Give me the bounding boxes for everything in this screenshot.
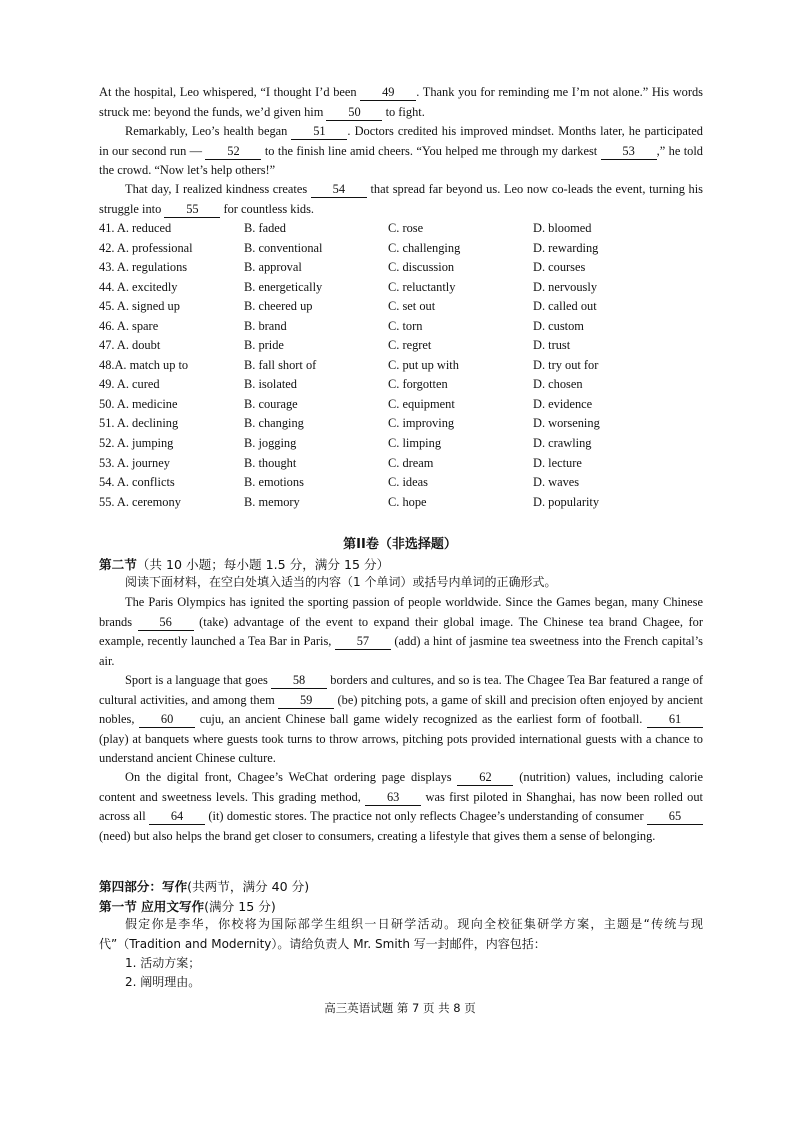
passage-text: that spread far beyond us. Leo now co-leads the event, turning his struggle into <box>99 182 703 216</box>
option-row <box>99 356 709 376</box>
passage-text: . Thank you for reminding me I’m not alone.” His words struck me: beyond the funds, we’d given him <box>99 85 703 119</box>
option-d[interactable]: D. try out for <box>533 357 599 372</box>
option-a[interactable]: 46. A. spare <box>99 318 159 333</box>
option-b[interactable]: B. isolated <box>244 377 297 392</box>
option-a[interactable]: 48.A. match up to <box>99 357 189 372</box>
passage-text: to the finish line amid cheers. “You helped me through my darkest <box>261 143 601 158</box>
answer-blank[interactable]: 53 <box>601 144 657 160</box>
passage-text: to fight. <box>382 104 425 119</box>
option-d[interactable]: D. trust <box>533 338 571 353</box>
option-c[interactable]: C. hope <box>388 494 427 509</box>
writing1-title <box>99 896 276 915</box>
passage-text: ,” he told the crowd. “Now let’s help others!” <box>99 143 703 178</box>
option-row <box>99 297 709 317</box>
passage-text: (play) at banquets where guests took turns to throw arrows, pitching pots provided international guests with a chance to understand ancient Chinese culture. <box>99 731 703 766</box>
passage-paragraph <box>99 122 703 181</box>
answer-blank[interactable]: 49 <box>360 85 416 101</box>
option-a[interactable]: 41. A. reduced <box>99 221 172 235</box>
passage-text: (take) advantage of the event to expand their global image. The Chinese tea brand Chagee, for example, recently launched a Tea Bar in Paris, <box>99 614 703 649</box>
passage-paragraph <box>99 593 703 671</box>
passage-text: The Paris Olympics has ignited the sporting passion of people worldwide. Since the Games began, many Chinese brands <box>99 595 703 629</box>
option-row <box>99 414 709 434</box>
option-c[interactable]: C. put up with <box>388 357 459 372</box>
option-row <box>99 278 709 298</box>
option-b[interactable]: B. cheered up <box>244 299 313 314</box>
passage-text: cuju, an ancient Chinese ball game widely recognized as the earliest form of football. <box>195 712 648 727</box>
answer-blank[interactable]: 52 <box>205 144 261 160</box>
option-c[interactable]: C. improving <box>388 416 455 431</box>
answer-blank[interactable]: 58 <box>271 673 327 689</box>
option-a[interactable]: 54. A. conflicts <box>99 475 175 490</box>
option-a[interactable]: 52. A. jumping <box>99 436 174 451</box>
option-a[interactable]: 44. A. excitedly <box>99 279 178 294</box>
option-c[interactable]: C. rose <box>388 221 424 235</box>
passage-text: (nutrition) values, including calorie content and sweetness levels. This grading method, <box>99 770 703 804</box>
answer-blank[interactable]: 55 <box>164 202 220 218</box>
passage-text: (need) but also helps the brand get closer to consumers, creating a lifestyle that gives them a sense of belonging. <box>99 828 656 843</box>
option-a[interactable]: 49. A. cured <box>99 377 160 392</box>
answer-blank[interactable]: 54 <box>311 182 367 198</box>
section2-instruction: 阅读下面材料，在空白处填入适当的内容（1 个单词）或括号内单词的正确形式。 <box>125 575 557 589</box>
option-a[interactable]: 55. A. ceremony <box>99 494 181 509</box>
option-d[interactable]: D. chosen <box>533 377 583 392</box>
option-c[interactable]: C. set out <box>388 299 436 314</box>
passage-text: On the digital front, Chagee’s WeChat ordering page displays <box>125 770 458 784</box>
option-c[interactable]: C. equipment <box>388 396 455 411</box>
answer-blank[interactable]: 63 <box>365 790 421 806</box>
passage-text: Remarkably, Leo’s health began <box>125 124 292 138</box>
writing1-label: 第一节 应用文写作 <box>99 899 205 914</box>
option-row <box>99 258 709 278</box>
option-c[interactable]: C. forgotten <box>388 377 448 392</box>
passage-text: Sport is a language that goes <box>125 673 272 687</box>
passage-text: At the hospital, Leo whispered, “I thought I’d been <box>99 85 361 99</box>
answer-blank[interactable]: 56 <box>138 615 194 631</box>
answer-blank[interactable]: 59 <box>278 693 334 709</box>
option-c[interactable]: C. dream <box>388 455 434 470</box>
passage-paragraph <box>99 83 703 122</box>
option-b[interactable]: B. jogging <box>244 436 297 451</box>
writing1-prompt: 假定你是李华，你校将为国际部学生组织一日研学活动。现向全校征集研学方案，主题是“传统与现代”（Tradition and Modernity）。请给负责人 Mr. Smith 写一封邮件，内容包括： <box>99 917 703 951</box>
passage-paragraph <box>99 768 703 846</box>
option-a[interactable]: 53. A. journey <box>99 455 170 470</box>
option-d[interactable]: D. rewarding <box>533 240 599 255</box>
option-c[interactable]: C. limping <box>388 436 442 451</box>
option-d[interactable]: D. custom <box>533 318 584 333</box>
option-row <box>99 395 709 415</box>
option-b[interactable]: B. faded <box>244 221 286 235</box>
option-b[interactable]: B. brand <box>244 318 287 333</box>
section2-scoring: （共 10 小题；每小题 1.5 分，满分 15 分） <box>136 557 390 572</box>
passage-paragraph <box>99 180 703 219</box>
option-row <box>99 317 709 337</box>
option-row <box>99 239 709 259</box>
section2-title <box>99 554 389 573</box>
part4-title <box>99 876 309 895</box>
option-a[interactable]: 45. A. signed up <box>99 299 180 314</box>
passage-paragraph <box>99 671 703 769</box>
option-c[interactable]: C. torn <box>388 318 423 333</box>
section2-label: 第二节 <box>99 557 137 572</box>
part2-title: 第II卷（非选择题） <box>343 537 457 552</box>
option-d[interactable]: D. courses <box>533 260 586 275</box>
option-b[interactable]: B. pride <box>244 338 284 353</box>
option-row <box>99 454 709 474</box>
option-c[interactable]: C. reluctantly <box>388 279 456 294</box>
passage-text: (it) domestic stores. The practice not only reflects Chagee’s understanding of consumer <box>205 809 647 824</box>
answer-blank[interactable]: 62 <box>457 770 513 786</box>
option-d[interactable]: D. popularity <box>533 494 600 509</box>
option-row <box>99 219 709 239</box>
passage-text: was first piloted in Shanghai, has now been rolled out across all <box>99 789 703 824</box>
passage-text: (be) pitching pots, a game of skill and precision often enjoyed by ancient nobles, <box>99 692 704 727</box>
option-b[interactable]: B. emotions <box>244 475 304 490</box>
option-d[interactable]: D. crawling <box>533 436 592 451</box>
page-footer: 高三英语试题 第 7 页 共 8 页 <box>324 1001 476 1015</box>
part4-label: 第四部分：写作 <box>99 879 188 894</box>
option-row <box>99 434 709 454</box>
option-c[interactable]: C. regret <box>388 338 432 353</box>
passage-text: borders and cultures, and so is tea. The Chagee Tea Bar featured a range of cultural activities, and among them <box>99 673 704 707</box>
answer-blank[interactable]: 51 <box>291 124 347 140</box>
writing1-point: 1. 活动方案； <box>125 956 201 970</box>
passage-text: for countless kids. <box>220 201 314 216</box>
passage-text: (add) a hint of jasmine tea sweetness into the French capital’s air. <box>99 634 704 668</box>
option-a[interactable]: 50. A. medicine <box>99 396 178 411</box>
passage-text: . Doctors credited his improved mindset. Months later, he participated in our second run — <box>99 124 703 158</box>
answer-blank[interactable]: 50 <box>326 105 382 121</box>
option-d[interactable]: D. worsening <box>533 416 600 431</box>
option-d[interactable]: D. evidence <box>533 396 593 411</box>
passage-text: That day, I realized kindness creates <box>125 182 311 196</box>
answer-blank[interactable]: 60 <box>139 712 195 728</box>
option-c[interactable]: C. ideas <box>388 475 428 490</box>
answer-blank[interactable]: 64 <box>149 809 205 825</box>
option-row <box>99 473 709 493</box>
option-a[interactable]: 42. A. professional <box>99 240 193 255</box>
option-a[interactable]: 47. A. doubt <box>99 338 161 353</box>
option-b[interactable]: B. conventional <box>244 240 323 255</box>
option-d[interactable]: D. called out <box>533 299 597 314</box>
writing1-point: 2. 阐明理由。 <box>125 975 201 989</box>
option-b[interactable]: B. approval <box>244 260 302 275</box>
option-b[interactable]: B. fall short of <box>244 357 317 372</box>
option-row <box>99 336 709 356</box>
answer-blank[interactable]: 61 <box>647 712 703 728</box>
answer-blank[interactable]: 57 <box>335 634 391 650</box>
writing1-scoring: (满分 15 分) <box>204 899 276 914</box>
option-row <box>99 375 709 395</box>
option-b[interactable]: B. thought <box>244 455 297 470</box>
option-row <box>99 493 709 513</box>
answer-blank[interactable]: 65 <box>647 809 703 825</box>
option-a[interactable]: 43. A. regulations <box>99 260 188 275</box>
option-d[interactable]: D. bloomed <box>533 221 592 235</box>
option-d[interactable]: D. waves <box>533 475 580 490</box>
option-b[interactable]: B. courage <box>244 396 298 411</box>
options-table <box>99 219 709 512</box>
option-c[interactable]: C. discussion <box>388 260 455 275</box>
option-d[interactable]: D. nervously <box>533 279 598 294</box>
part4-scoring: (共两节，满分 40 分) <box>187 879 310 894</box>
option-c[interactable]: C. challenging <box>388 240 461 255</box>
option-a[interactable]: 51. A. declining <box>99 416 179 431</box>
option-b[interactable]: B. changing <box>244 416 304 431</box>
option-b[interactable]: B. energetically <box>244 279 323 294</box>
option-b[interactable]: B. memory <box>244 494 300 509</box>
option-d[interactable]: D. lecture <box>533 455 582 470</box>
